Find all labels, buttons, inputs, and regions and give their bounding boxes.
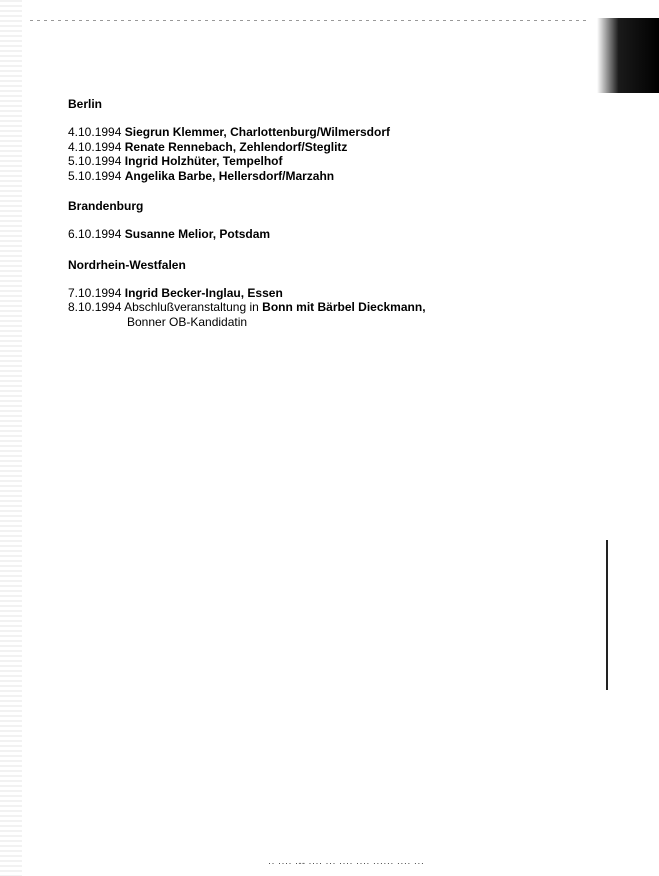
entry-list <box>68 227 426 242</box>
entry-text: Siegrun Klemmer, Charlottenburg/Wilmersdorf <box>124 125 390 139</box>
list-item <box>68 300 426 315</box>
section-brandenburg <box>68 199 426 242</box>
entry-list <box>68 286 426 330</box>
entry-list <box>68 125 426 183</box>
list-item <box>68 154 426 169</box>
section-heading: Berlin <box>68 97 103 111</box>
entry-date: 8.10.1994 <box>68 300 122 314</box>
scan-artifact-line <box>606 540 608 690</box>
entry-date: 4.10.1994 <box>68 125 122 139</box>
entry-text: Ingrid Becker-Inglau, Essen <box>124 285 283 300</box>
list-item <box>68 286 426 301</box>
entry-text: Angelika Barbe, Hellersdorf/Marzahn <box>124 168 335 183</box>
scan-artifact-right <box>597 18 659 93</box>
section-berlin <box>68 97 426 183</box>
entry-text: Ingrid Holzhüter, Tempelhof <box>124 154 283 168</box>
entry-date: 5.10.1994 <box>68 154 122 168</box>
scan-artifact-top <box>30 20 590 21</box>
list-item <box>68 169 426 184</box>
section-heading: Nordrhein-Westfalen <box>68 257 186 272</box>
document-body <box>68 97 426 345</box>
list-item <box>68 140 426 155</box>
entry-date: 7.10.1994 <box>68 285 122 300</box>
entry-date: 4.10.1994 <box>68 139 122 154</box>
scan-edge-left <box>0 0 22 876</box>
list-item <box>68 227 426 242</box>
section-nordrhein-westfalen <box>68 258 426 330</box>
entry-date: 5.10.1994 <box>68 168 122 183</box>
list-item <box>68 125 426 140</box>
section-heading: Brandenburg <box>68 199 144 213</box>
entry-text: Renate Rennebach, Zehlendorf/Steglitz <box>124 139 348 154</box>
entry-text: Bonn mit Bärbel Dieckmann, <box>262 300 426 314</box>
entry-date: 6.10.1994 <box>68 227 122 241</box>
footer-text: ·· ···· ·-- ···· ··· ···· ···· ······ ···· ··· <box>268 858 425 868</box>
entry-text-plain: Abschlußveranstaltung in <box>124 300 259 314</box>
entry-text: Susanne Melior, Potsdam <box>124 227 271 241</box>
entry-continuation: Bonner OB-Kandidatin <box>127 314 248 329</box>
